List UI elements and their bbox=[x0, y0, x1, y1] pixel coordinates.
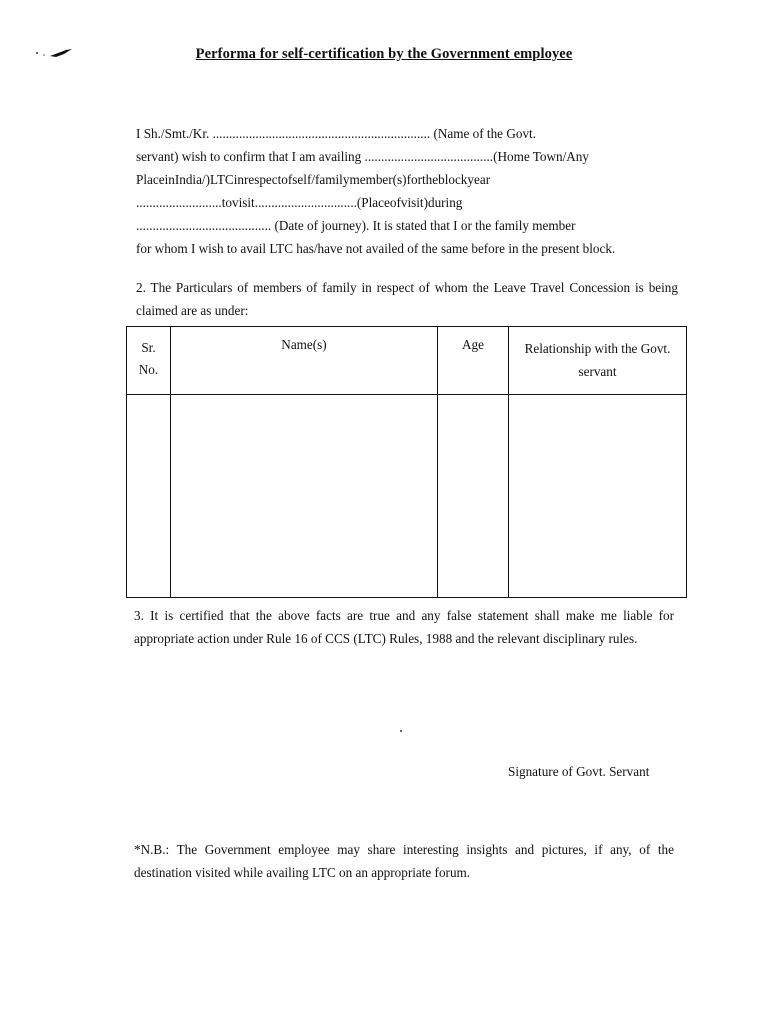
declaration-line-6: for whom I wish to avail LTC has/have not availed of the same before in the present block. bbox=[136, 241, 616, 256]
word: year bbox=[467, 172, 491, 187]
word: self/ bbox=[292, 172, 316, 187]
word: the bbox=[421, 172, 439, 187]
age-cell[interactable] bbox=[438, 395, 509, 598]
word: Place bbox=[136, 172, 165, 187]
table-row bbox=[127, 395, 687, 598]
word: for bbox=[406, 172, 422, 187]
word: in bbox=[233, 172, 244, 187]
word: member(s) bbox=[349, 172, 407, 187]
word: during bbox=[427, 195, 463, 210]
declaration-line-4 bbox=[136, 191, 676, 214]
word: in bbox=[164, 172, 175, 187]
sr-no-cell[interactable] bbox=[127, 395, 171, 598]
page-title: Performa for self-certification by the Government employee bbox=[195, 46, 573, 62]
word: ..........................to bbox=[136, 195, 232, 210]
name-header: Name(s) bbox=[171, 327, 438, 395]
declaration-paragraph bbox=[136, 122, 676, 260]
family-particulars-paragraph: 2. The Particulars of members of family in respect of whom the Leave Travel Concession is being claimed are as under: bbox=[136, 280, 678, 318]
word: ...............................(Place bbox=[254, 195, 390, 210]
word: visit bbox=[231, 195, 255, 210]
scan-dot bbox=[400, 730, 402, 732]
relationship-header: Relationship with the Govt. servant bbox=[509, 327, 687, 395]
relationship-cell[interactable] bbox=[509, 395, 687, 598]
certification-paragraph: 3. It is certified that the above facts are true and any false statement shall make me liable for appropriate action under Rule 16 of CCS (LTC) Rules, 1988 and the relevant disciplinary rules. bbox=[134, 608, 674, 646]
word: of bbox=[281, 172, 293, 187]
table-header-row bbox=[127, 327, 687, 395]
word: LTC bbox=[209, 172, 234, 187]
word: visit) bbox=[400, 195, 428, 210]
word: of bbox=[389, 195, 401, 210]
sr-no-header: Sr. No. bbox=[127, 327, 171, 395]
word: block bbox=[438, 172, 468, 187]
word: family bbox=[315, 172, 350, 187]
word: respect bbox=[243, 172, 282, 187]
declaration-line-2: servant) wish to confirm that I am availing .......................................(Home Town/Any bbox=[136, 149, 589, 164]
signature-label: Signature of Govt. Servant bbox=[508, 764, 650, 779]
family-members-table bbox=[126, 326, 687, 598]
word: India/) bbox=[174, 172, 210, 187]
declaration-line-1-left: I Sh./Smt./Kr. .................................................................. bbox=[136, 126, 431, 141]
declaration-line-3 bbox=[136, 168, 676, 191]
age-header: Age bbox=[438, 327, 509, 395]
name-cell[interactable] bbox=[171, 395, 438, 598]
declaration-line-5: ......................................... (Date of journey). It is stated that I or the family member bbox=[136, 218, 576, 233]
declaration-line-1-right: (Name of the Govt. bbox=[433, 126, 537, 141]
nb-note: *N.B.: The Government employee may share interesting insights and pictures, if any, of the destination visited while availing LTC on an appropriate forum. bbox=[134, 842, 674, 880]
